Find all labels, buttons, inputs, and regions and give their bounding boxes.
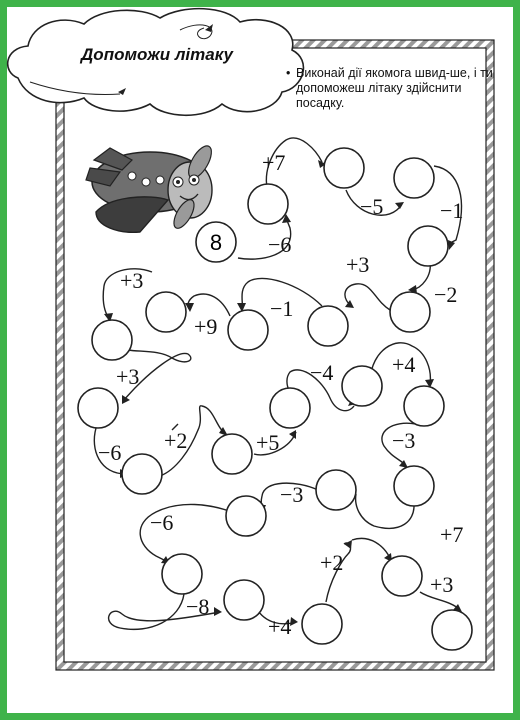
operation-label: +3: [120, 268, 144, 293]
operation-label: +3: [346, 252, 370, 277]
landing-circle: [432, 610, 472, 650]
answer-circle: [404, 386, 444, 426]
operation-label: −6: [268, 232, 292, 257]
answer-circle: [146, 292, 186, 332]
operation-label: +7: [440, 522, 464, 547]
operation-label: +4: [268, 614, 292, 639]
operation-label: +9: [194, 314, 218, 339]
operation-label: −6: [98, 440, 122, 465]
operation-label: −4: [310, 360, 334, 385]
answer-circle: [324, 148, 364, 188]
answer-circle: [248, 184, 288, 224]
answer-circle: [78, 388, 118, 428]
answer-circle: [226, 496, 266, 536]
answer-circle: [302, 604, 342, 644]
answer-circle: [228, 310, 268, 350]
start-value: 8: [209, 230, 223, 255]
operation-label: +7: [262, 150, 286, 175]
operation-label: −3: [280, 482, 304, 507]
answer-circle: [408, 226, 448, 266]
instruction-body: Виконай дії якомога швид-ше, і ти допоможеш літаку здійснити посадку.: [296, 66, 493, 110]
operation-label: +4: [392, 352, 416, 377]
answer-circle: [308, 306, 348, 346]
instruction-text: [286, 66, 496, 111]
operation-label: −3: [392, 428, 416, 453]
operation-label: +2: [320, 550, 344, 575]
operation-label: −8: [186, 594, 210, 619]
answer-circle: [394, 466, 434, 506]
operation-label: +3: [430, 572, 454, 597]
answer-circle: [162, 554, 202, 594]
answer-circle: [224, 580, 264, 620]
answer-circle: [390, 292, 430, 332]
operation-label: +2: [164, 428, 188, 453]
operation-label: +5: [256, 430, 280, 455]
operation-label: −2: [434, 282, 458, 307]
answer-circle: [212, 434, 252, 474]
answer-circle: [92, 320, 132, 360]
operation-label: +3: [116, 364, 140, 389]
answer-circle: [270, 388, 310, 428]
operation-label: −5: [360, 194, 384, 219]
answer-circle: [394, 158, 434, 198]
answer-circle: [122, 454, 162, 494]
operation-label: −1: [440, 198, 464, 223]
operation-label: −6: [150, 510, 174, 535]
answer-circle: [316, 470, 356, 510]
answer-circle: [342, 366, 382, 406]
answer-circle: [382, 556, 422, 596]
page-title: Допоможи літаку: [81, 45, 233, 64]
bullet-icon: •: [286, 66, 291, 80]
operation-label: −1: [270, 296, 294, 321]
